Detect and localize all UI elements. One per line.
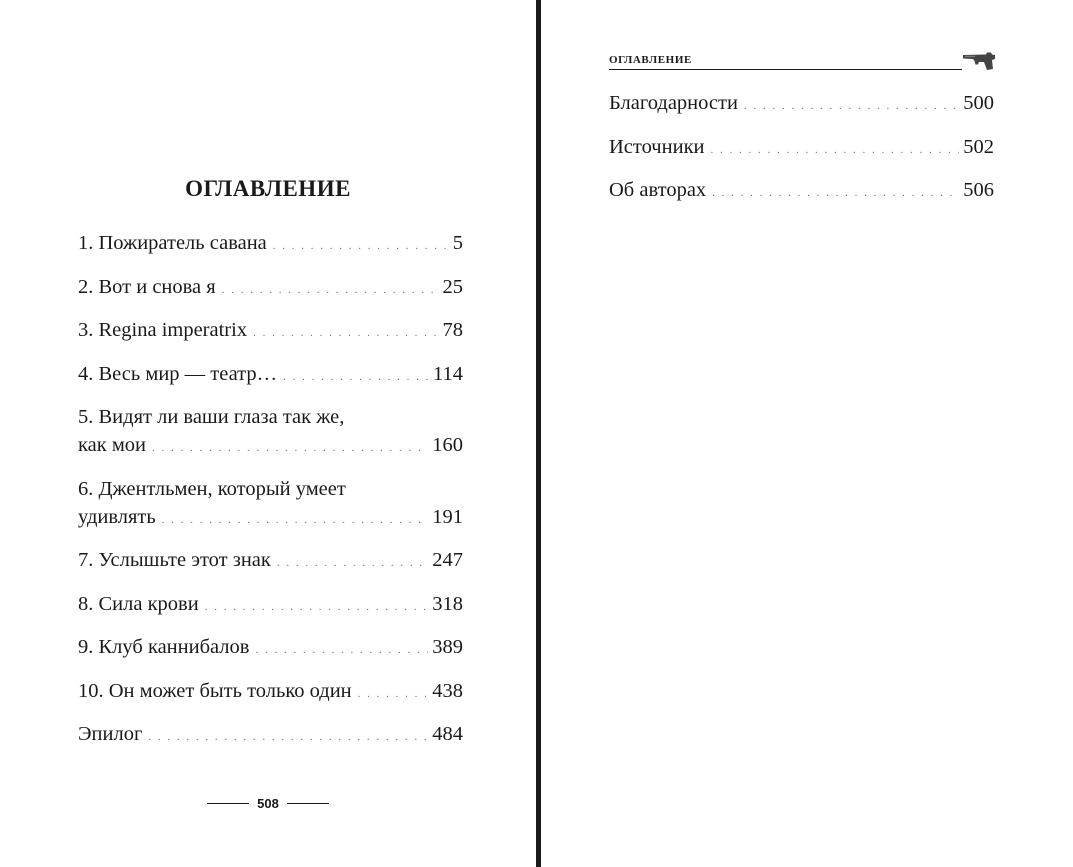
running-head: ОГЛАВЛЕНИЕ <box>609 54 692 66</box>
toc-entry-label: 8. Сила крови <box>78 592 199 615</box>
toc-entry-page: 5 <box>452 232 463 254</box>
toc-entry-page: 502 <box>963 135 994 158</box>
toc-entry <box>609 176 994 207</box>
dot-leader <box>711 136 960 164</box>
toc-entry-page: 25 <box>442 275 463 298</box>
pistol-icon <box>962 50 996 72</box>
toc-title: ОГЛАВЛЕНИЕ <box>185 176 351 201</box>
toc-entry-label: 2. Вот и снова я <box>78 275 216 298</box>
toc-entry <box>78 360 463 391</box>
toc-entry-label: 10. Он может быть только один <box>78 679 352 702</box>
toc-entry <box>78 590 463 621</box>
toc-entry-page: 500 <box>963 92 994 114</box>
dot-leader <box>273 232 449 260</box>
toc-entry-label: 1. Пожиратель савана <box>78 232 267 254</box>
dot-leader <box>152 434 428 462</box>
toc-entry-label: 9. Клуб каннибалов <box>78 636 250 658</box>
folio-dash-right <box>287 803 329 805</box>
toc-entry <box>78 316 463 347</box>
toc-entry-page: 318 <box>432 592 463 615</box>
toc-entry <box>78 546 463 577</box>
toc-entry-label: удивлять <box>78 505 156 528</box>
toc-entry-label: 4. Весь мир — театр… <box>78 362 278 385</box>
page-number <box>0 796 536 811</box>
dot-leader <box>255 636 428 664</box>
toc-entry-label: 3. Regina imperatrix <box>78 319 248 341</box>
dot-leader <box>253 319 438 347</box>
dot-leader <box>205 593 429 621</box>
toc-entry <box>609 133 994 164</box>
toc-entry <box>78 633 463 664</box>
dot-leader <box>358 680 429 708</box>
dot-leader <box>744 92 959 120</box>
toc-entry-first-line: 5. Видят ли ваши глаза так же, <box>78 406 345 428</box>
dot-leader <box>277 549 428 577</box>
toc-entry-label: как мои <box>78 434 147 456</box>
toc-entry-label: 7. Услышьте этот знак <box>78 549 271 571</box>
toc-entry-label: Источники <box>609 135 705 158</box>
dot-leader <box>712 179 959 207</box>
toc-entry-page: 114 <box>433 362 463 385</box>
dot-leader <box>283 363 429 391</box>
folio-dash-left <box>207 803 249 805</box>
toc-entry-label: Благодарности <box>609 92 738 114</box>
toc-entry-label: Об авторах <box>609 179 707 201</box>
toc-entry-page: 191 <box>432 505 463 528</box>
running-head-rule <box>609 69 962 70</box>
toc-entry-page: 160 <box>432 434 463 456</box>
toc-entry <box>78 403 463 462</box>
dot-leader <box>148 723 428 751</box>
toc-entry-page: 247 <box>432 549 463 571</box>
toc-entry <box>609 89 994 120</box>
toc-entry <box>78 229 463 260</box>
toc-entry-page: 484 <box>432 723 463 745</box>
left-page <box>0 0 536 867</box>
toc-list-continued <box>609 89 994 220</box>
toc-entry-page: 506 <box>963 179 994 201</box>
toc-entry <box>78 720 463 751</box>
toc-entry-page: 389 <box>432 636 463 658</box>
toc-entry <box>78 677 463 708</box>
toc-entry-first-line: 6. Джентльмен, который умеет <box>78 477 346 500</box>
toc-entry-label: Эпилог <box>78 723 143 745</box>
toc-entry <box>78 273 463 304</box>
page-number-value: 508 <box>257 796 279 811</box>
toc-list <box>78 229 463 764</box>
dot-leader <box>222 276 439 304</box>
toc-entry-page: 78 <box>442 319 463 341</box>
toc-entry <box>78 475 463 534</box>
toc-entry-page: 438 <box>432 679 463 702</box>
dot-leader <box>162 506 429 534</box>
